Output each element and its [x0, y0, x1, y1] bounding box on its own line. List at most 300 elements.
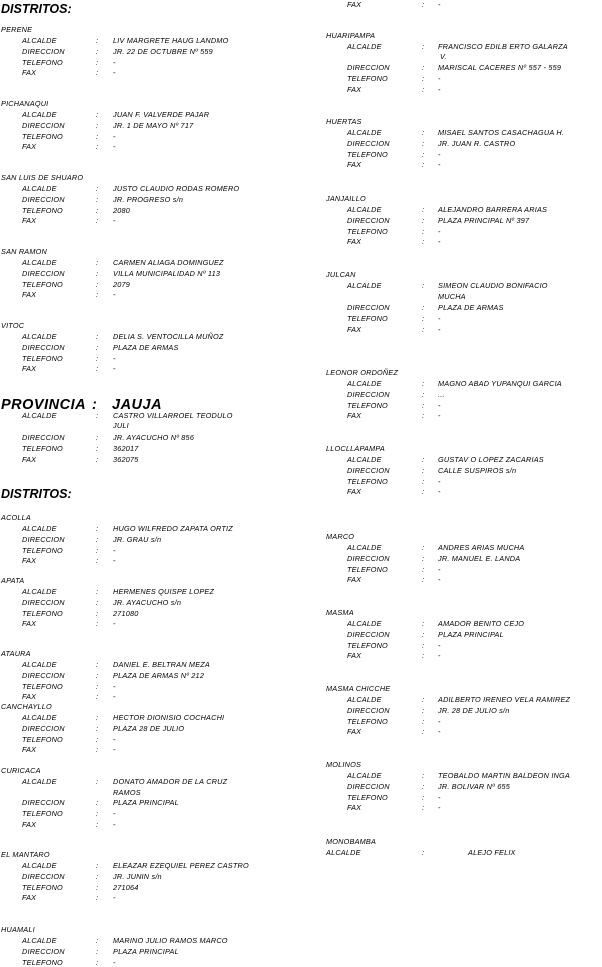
- field-value: CALLE SUSPIROS s/n: [438, 465, 517, 475]
- field-label-direccion: DIRECCION: [347, 303, 390, 312]
- empty-value: -: [113, 819, 116, 829]
- field-label-telefono: TELEFONO: [22, 279, 63, 289]
- colon: :: [422, 138, 425, 148]
- colon: :: [422, 400, 425, 410]
- field-label-telefono: TELEFONO: [22, 681, 63, 691]
- district-name: ACOLLA: [1, 513, 31, 522]
- colon: :: [92, 397, 98, 413]
- colon: :: [422, 237, 425, 247]
- field-value: JUSTO CLAUDIO RODAS ROMERO: [113, 184, 240, 193]
- field-value: HUGO WILFREDO ZAPATA ORTIZ: [113, 524, 233, 533]
- empty-value: -: [438, 84, 441, 94]
- empty-value: -: [438, 792, 441, 802]
- colon: :: [96, 332, 99, 341]
- colon: :: [96, 524, 99, 533]
- colon: :: [96, 258, 99, 267]
- field-label-fax: FAX: [347, 324, 362, 334]
- field-value: DANIEL E. BELTRAN MEZA: [113, 660, 210, 669]
- empty-value: -: [438, 73, 441, 83]
- colon: :: [422, 63, 425, 72]
- empty-value: -: [113, 734, 116, 744]
- field-label-alcalde: ALCALDE: [347, 455, 382, 464]
- field-value: DONATO AMADOR DE LA CRUZ: [113, 777, 228, 786]
- field-label-fax: FAX: [347, 651, 362, 661]
- field-label-direccion: DIRECCION: [22, 433, 65, 442]
- field-value: SIMEON CLAUDIO BONIFACIO: [438, 281, 548, 290]
- colon: :: [96, 713, 99, 722]
- district-name: JULCAN: [326, 270, 356, 279]
- empty-value: -: [438, 651, 441, 661]
- field-label-fax: FAX: [22, 893, 37, 903]
- empty-value: -: [438, 640, 441, 650]
- field-label-alcalde: ALCALDE: [22, 587, 57, 596]
- heading-provincia-name: JAUJA: [112, 397, 163, 413]
- empty-value: -: [438, 149, 441, 159]
- field-label-direccion: DIRECCION: [22, 46, 65, 56]
- field-label-telefono: TELEFONO: [22, 545, 63, 555]
- field-label-telefono: TELEFONO: [22, 957, 63, 967]
- colon: :: [96, 692, 99, 702]
- colon: :: [96, 871, 99, 881]
- colon: :: [422, 149, 425, 159]
- empty-value: -: [438, 487, 441, 497]
- empty-value: -: [113, 545, 116, 555]
- field-value: MAGNO ABAD YUPANQUI GARCIA: [438, 379, 562, 388]
- field-label-fax: FAX: [22, 364, 37, 374]
- field-value: PLAZA DE ARMAS: [438, 303, 504, 312]
- field-value: 271080: [113, 608, 139, 618]
- field-label-direccion: DIRECCION: [347, 705, 390, 715]
- field-label-fax: FAX: [22, 692, 37, 702]
- colon: :: [422, 792, 425, 802]
- district-name: MONOBAMBA: [326, 837, 377, 846]
- field-value: ALEJANDRO BARRERA ARIAS: [438, 205, 548, 214]
- colon: :: [96, 342, 99, 352]
- field-value: MISAEL SANTOS CASACHAGUA H.: [438, 128, 565, 137]
- field-label-alcalde: ALCALDE: [347, 128, 382, 137]
- colon: :: [422, 313, 425, 323]
- field-label-direccion: DIRECCION: [347, 389, 390, 399]
- colon: :: [422, 465, 425, 475]
- field-value: 2080: [113, 205, 131, 215]
- field-label-alcalde: ALCALDE: [347, 205, 382, 214]
- field-value: JR. 1 DE MAYO Nº 717: [113, 120, 194, 130]
- field-label-fax: FAX: [22, 68, 37, 78]
- field-label-telefono: TELEFONO: [22, 808, 63, 818]
- colon: :: [96, 205, 99, 215]
- field-value: HECTOR DIONISIO COCHACHI: [113, 713, 225, 722]
- colon: :: [422, 389, 425, 399]
- field-label-telefono: TELEFONO: [347, 640, 388, 650]
- colon: :: [96, 545, 99, 555]
- colon: :: [96, 110, 99, 119]
- field-value: RAMOS: [113, 788, 141, 797]
- heading-provincia: PROVINCIA: [1, 397, 87, 413]
- field-label-direccion: DIRECCION: [347, 629, 390, 639]
- colon: :: [96, 57, 99, 67]
- colon: :: [96, 443, 99, 453]
- colon: :: [96, 454, 99, 464]
- colon: :: [422, 226, 425, 236]
- district-name: LLOCLLAPAMPA: [326, 444, 385, 453]
- colon: :: [422, 564, 425, 574]
- field-value: JR. MANUEL E. LANDA: [438, 553, 521, 563]
- colon: :: [96, 411, 99, 420]
- colon: :: [96, 660, 99, 669]
- colon: :: [96, 882, 99, 892]
- colon: :: [96, 142, 99, 152]
- empty-value: -: [113, 131, 116, 141]
- field-label-alcalde: ALCALDE: [22, 713, 57, 722]
- colon: :: [422, 455, 425, 464]
- field-label-telefono: TELEFONO: [22, 882, 63, 892]
- field-value: JR. PROGRESO s/n: [113, 194, 184, 204]
- field-label-alcalde: ALCALDE: [22, 936, 57, 945]
- field-value: JR. AYACUCHO Nº 856: [113, 433, 195, 442]
- colon: :: [96, 681, 99, 691]
- field-value: PLAZA PRINCIPAL Nº 397: [438, 215, 530, 225]
- colon: :: [96, 734, 99, 744]
- field-label-telefono: TELEFONO: [22, 205, 63, 215]
- empty-value: -: [113, 957, 116, 967]
- field-label-alcalde: ALCALDE: [347, 281, 382, 290]
- colon: :: [422, 695, 425, 704]
- field-label-fax: FAX: [22, 454, 37, 464]
- empty-value: -: [438, 716, 441, 726]
- field-value: LIV MARGRETE HAUG LANDMO: [113, 36, 229, 45]
- field-value: AMADOR BENITO CEJO: [438, 619, 525, 628]
- empty-value: -: [438, 0, 441, 9]
- field-label-direccion: DIRECCION: [22, 871, 65, 881]
- empty-value: -: [438, 160, 441, 170]
- colon: :: [96, 819, 99, 829]
- field-label-alcalde: ALCALDE: [22, 258, 57, 267]
- district-name: HUERTAS: [326, 117, 362, 126]
- empty-value: -: [113, 692, 116, 702]
- field-label-alcalde: ALCALDE: [22, 660, 57, 669]
- empty-value: -: [438, 564, 441, 574]
- colon: :: [96, 777, 99, 786]
- field-label-telefono: TELEFONO: [347, 313, 388, 323]
- field-label-fax: FAX: [347, 803, 362, 813]
- district-name: CURICACA: [1, 766, 41, 775]
- colon: :: [422, 42, 425, 51]
- field-value: PLAZA PRINCIPAL: [438, 629, 504, 639]
- colon: :: [96, 46, 99, 56]
- colon: :: [96, 723, 99, 733]
- district-name: ATAURA: [1, 649, 31, 658]
- colon: :: [96, 556, 99, 566]
- field-label-alcalde: ALCALDE: [22, 184, 57, 193]
- field-value: VILLA MUNICIPALIDAD Nº 113: [113, 268, 221, 278]
- field-value: JR. JUNIN s/n: [113, 871, 162, 881]
- colon: :: [422, 771, 425, 780]
- colon: :: [422, 281, 425, 290]
- field-label-telefono: TELEFONO: [347, 476, 388, 486]
- colon: :: [96, 798, 99, 807]
- empty-value: -: [113, 745, 116, 755]
- field-label-direccion: DIRECCION: [347, 138, 390, 148]
- empty-value: -: [113, 68, 116, 78]
- empty-value: -: [113, 142, 116, 152]
- empty-value: -: [438, 237, 441, 247]
- field-value: PLAZA PRINCIPAL: [113, 946, 179, 956]
- field-value: HERMENES QUISPE LOPEZ: [113, 587, 215, 596]
- field-label-fax: FAX: [347, 575, 362, 585]
- empty-value: -: [113, 893, 116, 903]
- field-label-alcalde: ALCALDE: [22, 411, 57, 420]
- district-name: VITOC: [1, 321, 25, 330]
- field-value: JULI: [113, 421, 129, 430]
- field-value: JR. AYACUCHO s/n: [113, 597, 182, 607]
- field-value: JR. GRAU s/n: [113, 534, 162, 544]
- colon: :: [96, 608, 99, 618]
- colon: :: [422, 705, 425, 715]
- colon: :: [96, 957, 99, 967]
- field-value: JUAN F. VALVERDE PAJAR: [113, 110, 210, 119]
- field-value: 362017: [113, 443, 139, 453]
- field-value: CARMEN ALIAGA DOMINGUEZ: [113, 258, 224, 267]
- field-label-direccion: DIRECCION: [347, 781, 390, 791]
- colon: :: [96, 861, 99, 870]
- colon: :: [422, 476, 425, 486]
- field-label-direccion: DIRECCION: [22, 670, 65, 680]
- colon: :: [96, 120, 99, 130]
- field-label-alcalde: ALCALDE: [22, 110, 57, 119]
- colon: :: [96, 184, 99, 193]
- field-label-fax: FAX: [22, 290, 37, 300]
- colon: :: [422, 73, 425, 83]
- colon: :: [422, 553, 425, 563]
- field-value: JR. BOLIVAR Nº 655: [438, 781, 510, 791]
- field-value: JR. 22 DE OCTUBRE Nº 559: [113, 46, 213, 56]
- colon: :: [422, 543, 425, 552]
- field-value: PLAZA 28 DE JULIO: [113, 723, 185, 733]
- district-name: HUAMALI: [1, 925, 35, 934]
- field-label-direccion: DIRECCION: [347, 465, 390, 475]
- empty-value: -: [113, 290, 116, 300]
- field-label-fax: FAX: [22, 142, 37, 152]
- colon: :: [422, 803, 425, 813]
- colon: :: [422, 215, 425, 225]
- field-value: TEOBALDO MARTIN BALDEON INGA: [438, 771, 570, 780]
- field-value: CASTRO VILLARROEL TEODULO: [113, 411, 233, 420]
- field-label-direccion: DIRECCION: [22, 534, 65, 544]
- colon: :: [422, 629, 425, 639]
- field-value: 2079: [113, 279, 131, 289]
- colon: :: [422, 651, 425, 661]
- empty-value: -: [113, 57, 116, 67]
- colon: :: [96, 131, 99, 141]
- empty-value: -: [113, 681, 116, 691]
- colon: :: [422, 640, 425, 650]
- colon: :: [96, 745, 99, 755]
- colon: :: [422, 575, 425, 585]
- field-label-fax: FAX: [347, 411, 362, 421]
- field-value: MARISCAL CACERES Nº 557 - 559: [438, 63, 562, 72]
- field-label-telefono: TELEFONO: [347, 73, 388, 83]
- district-name: LEONOR ORDOÑEZ: [326, 368, 399, 377]
- field-value: ADILBERTO IRENEO VELA RAMIREZ: [438, 695, 571, 704]
- colon: :: [422, 160, 425, 170]
- colon: :: [422, 781, 425, 791]
- colon: :: [96, 597, 99, 607]
- field-label-alcalde: ALCALDE: [326, 848, 361, 857]
- empty-value: -: [438, 411, 441, 421]
- empty-value: -: [113, 556, 116, 566]
- field-label-alcalde: ALCALDE: [347, 695, 382, 704]
- field-label-fax: FAX: [347, 727, 362, 737]
- field-value: V.: [440, 52, 447, 61]
- colon: :: [96, 433, 99, 442]
- district-name: CANCHAYLLO: [1, 702, 52, 711]
- empty-value: -: [438, 324, 441, 334]
- field-label-telefono: TELEFONO: [22, 443, 63, 453]
- field-label-direccion: DIRECCION: [22, 268, 65, 278]
- field-label-alcalde: ALCALDE: [347, 379, 382, 388]
- empty-value: -: [113, 353, 116, 363]
- district-name: JANJAILLO: [326, 194, 366, 203]
- field-label-alcalde: ALCALDE: [347, 543, 382, 552]
- field-label-fax: FAX: [347, 84, 362, 94]
- field-label-alcalde: ALCALDE: [22, 332, 57, 341]
- field-label-alcalde: ALCALDE: [347, 619, 382, 628]
- field-label-telefono: TELEFONO: [22, 608, 63, 618]
- field-label-direccion: DIRECCION: [22, 194, 65, 204]
- empty-value: -: [438, 803, 441, 813]
- district-name: EL MANTARO: [1, 850, 50, 859]
- field-label-telefono: TELEFONO: [347, 792, 388, 802]
- colon: :: [422, 848, 425, 857]
- field-label-direccion: DIRECCION: [347, 553, 390, 563]
- field-value: ANDRES ARIAS MUCHA: [438, 543, 525, 552]
- empty-value: -: [438, 226, 441, 236]
- field-label-alcalde: ALCALDE: [22, 36, 57, 45]
- colon: :: [96, 279, 99, 289]
- colon: :: [96, 619, 99, 629]
- field-value: PLAZA DE ARMAS Nº 212: [113, 670, 205, 680]
- field-value: FRANCISCO EDILB ERTO GALARZA: [438, 42, 568, 51]
- district-name: MASMA: [326, 608, 354, 617]
- colon: :: [96, 534, 99, 544]
- empty-value: -: [113, 619, 116, 629]
- field-label-fax: FAX: [22, 556, 37, 566]
- field-value: PLAZA DE ARMAS: [113, 342, 179, 352]
- field-label-fax: FAX: [347, 237, 362, 247]
- colon: :: [422, 84, 425, 94]
- field-value: PLAZA PRINCIPAL: [113, 798, 179, 807]
- colon: :: [96, 808, 99, 818]
- field-label-alcalde: ALCALDE: [22, 777, 57, 786]
- empty-value: -: [438, 400, 441, 410]
- colon: :: [422, 411, 425, 421]
- field-label-telefono: TELEFONO: [22, 353, 63, 363]
- district-name: MASMA CHICCHE: [326, 684, 391, 693]
- field-label-direccion: DIRECCION: [22, 342, 65, 352]
- field-label-direccion: DIRECCION: [22, 723, 65, 733]
- field-label-fax: FAX: [347, 160, 362, 170]
- field-label-alcalde: ALCALDE: [347, 42, 382, 51]
- field-label-telefono: TELEFONO: [347, 149, 388, 159]
- field-value: ALEJO FELIX: [468, 848, 516, 857]
- field-label-alcalde: ALCALDE: [22, 861, 57, 870]
- district-name: MARCO: [326, 532, 355, 541]
- field-value: 271064: [113, 882, 139, 892]
- colon: :: [422, 324, 425, 334]
- colon: :: [422, 487, 425, 497]
- field-label-telefono: TELEFONO: [347, 564, 388, 574]
- field-label-telefono: TELEFONO: [22, 57, 63, 67]
- colon: :: [422, 0, 425, 9]
- field-value: JR. 28 DE JULIO s/n: [438, 705, 510, 715]
- heading-distritos: DISTRITOS:: [1, 487, 72, 501]
- field-label-alcalde: ALCALDE: [347, 771, 382, 780]
- field-label-fax: FAX: [22, 619, 37, 629]
- district-name: SAN RAMON: [1, 247, 47, 256]
- colon: :: [96, 68, 99, 78]
- colon: :: [96, 587, 99, 596]
- field-value: MARINO JULIO RAMOS MARCO: [113, 936, 228, 945]
- field-value: JR. JUAN R. CASTRO: [438, 138, 516, 148]
- field-label-direccion: DIRECCION: [22, 946, 65, 956]
- field-label-direccion: DIRECCION: [22, 120, 65, 130]
- field-label-fax: FAX: [347, 0, 362, 9]
- empty-value: -: [113, 216, 116, 226]
- colon: :: [96, 290, 99, 300]
- colon: :: [422, 128, 425, 137]
- field-label-direccion: DIRECCION: [347, 63, 390, 72]
- field-label-telefono: TELEFONO: [347, 226, 388, 236]
- colon: :: [422, 205, 425, 214]
- colon: :: [96, 936, 99, 945]
- colon: :: [96, 893, 99, 903]
- field-value: MUCHA: [438, 292, 466, 301]
- field-label-fax: FAX: [347, 487, 362, 497]
- field-label-direccion: DIRECCION: [22, 798, 65, 807]
- field-label-direccion: DIRECCION: [347, 215, 390, 225]
- empty-value: -: [438, 727, 441, 737]
- colon: :: [96, 194, 99, 204]
- district-name: SAN LUIS DE SHUARO: [1, 173, 84, 182]
- colon: :: [422, 303, 425, 312]
- colon: :: [96, 670, 99, 680]
- field-label-telefono: TELEFONO: [347, 400, 388, 410]
- district-name: APATA: [1, 576, 25, 585]
- field-label-fax: FAX: [22, 745, 37, 755]
- empty-value: -: [438, 313, 441, 323]
- district-name: HUARIPAMPA: [326, 31, 376, 40]
- field-value: GUSTAV O LOPEZ ZACARIAS: [438, 455, 544, 464]
- field-label-telefono: TELEFONO: [22, 131, 63, 141]
- colon: :: [422, 716, 425, 726]
- colon: :: [422, 619, 425, 628]
- field-label-telefono: TELEFONO: [347, 716, 388, 726]
- colon: :: [96, 216, 99, 226]
- colon: :: [96, 364, 99, 374]
- empty-value: -: [113, 808, 116, 818]
- district-name: PICHANAQUI: [1, 99, 49, 108]
- empty-value: -: [438, 476, 441, 486]
- district-name: PERENE: [1, 25, 33, 34]
- field-label-fax: FAX: [22, 819, 37, 829]
- district-name: MOLINOS: [326, 760, 362, 769]
- field-value: 362075: [113, 454, 139, 464]
- colon: :: [96, 268, 99, 278]
- colon: :: [422, 379, 425, 388]
- colon: :: [96, 36, 99, 45]
- field-label-telefono: TELEFONO: [22, 734, 63, 744]
- empty-value: -: [113, 364, 116, 374]
